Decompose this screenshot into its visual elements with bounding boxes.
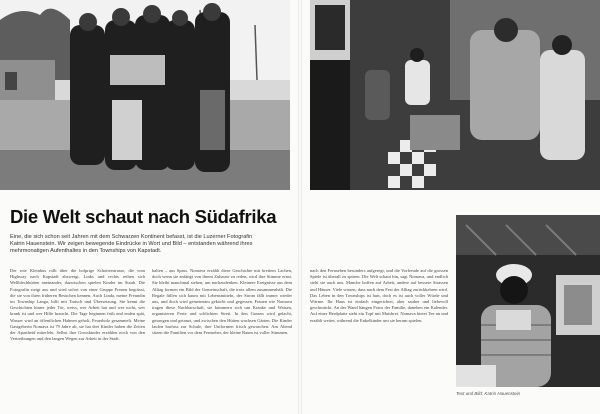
article-lead	[10, 234, 295, 256]
body-text: Der rote Kleinbus rollt über die holprige Schotterstrasse, die vom Highway nach Kapstadt abzweigt. Links und rechts reihen sich Wellblechhütten aneinander, dazwischen spielen Kinder im Staub. Die Fotografin steigt aus und wird sofort von einer Gruppe Frauen begrüsst, die sie von ihren früheren Besuchen kennen. Auch Linda, meine Freundin im Township Langa, hilft mit Tratsch und Übersetzung. Sie kennt die Geschichten hinter jeder Tür, weiss, wer Arbeit hat und wer nicht, wer krank ist und wer Hilfe braucht. Die Tage beginnen früh und enden spät, Wasser wird an öffentlichen Hahnen geholt, Feuerholz gesammelt. Meine Gastgeberin Nomava ist 79 Jahre alt, sie hat drei Kinder haben die Zeiten der Apartheid miterlebt. Selbst ihre Grosskinder erzählen noch von den Vertreibungen und den langen Wegen zur Arbeit in der Stadt.	[10, 268, 145, 342]
article-headline: Die Welt schaut nach Südafrika	[10, 206, 277, 227]
body-column-2	[152, 268, 292, 414]
body-column-3	[310, 268, 448, 388]
body-text: halten – aus Spass. Nomava erzählt diese Geschichte mit breitem Lachen, doch wenn sie anfängt von ihrem Zuhause zu reden, wird ihre Stimme ernst. Sie bleibt manchmal stehen, um nachzudenken. Kleinere Ereignisse aus dem Alltag formen ein Bild der Gemeinschaft, die trotz allem zusammenhält. Die Regale füllen sich kaum mit Lebensmitteln, der Strom fällt immer wieder aus, und doch wird gemeinsam gekocht und gegessen. Frauen wie Nomava tragen diese Nachbarschaft, sie kümmern sich um Kranke und Waisen, organisieren Feste und schlichten Streit. In den Gassen wird gelacht, gesungen und getanzt, und zwischen den Hütten wachsen Gärten. Die Kinder laufen barfuss zur Schule, ihre Uniformen frisch gewaschen. Am Abend sitzen die Familien vor dem Fernseher, der kleine Raum ist voller Stimmen.	[152, 268, 292, 336]
photo-elderly-woman	[456, 215, 600, 387]
photo-family-interior	[310, 0, 600, 190]
photo-women-group	[0, 0, 290, 190]
page-gutter	[298, 0, 302, 414]
body-text: nach den Fernsehen besonders aufgeregt, und die Vorfreude auf die grossen Spiele ist überall zu spüren. Die Welt schaut hin, sagt Nomava, und endlich sieht sie auch uns. Manche hoffen auf Arbeit, andere auf bessere Strassen und Häuser. Viele wissen, dass nach dem Fest der Alltag zurückkehren wird. Das Leben in den Townships ist hart, doch es ist auch voller Würde und Wärme. Ihr Haus ist einfach eingerichtet, aber sauber und liebevoll geschmückt. An der Wand hängen Fotos der Familie, daneben ein Kalender. Auf einer Herdplatte steht ein Topf mit Maisbrei. Nomava bietet Tee an und erzählt weiter, während die Enkelkinder um sie herum spielen.	[310, 268, 448, 323]
photo-credit: Text und Bild: Katrin Hauenstein	[456, 391, 521, 396]
lead-line: Eine, die sich schon seit Jahren mit dem Schwarzen Kontinent befasst, ist die Luzerner Fotografin	[10, 234, 253, 240]
lead-line: Katrin Hauenstein. Wir zeigen bewegende Eindrücke in Wort und Bild – entstanden während ihres	[10, 241, 253, 248]
body-column-1	[10, 268, 145, 414]
lead-line: mehrmonatigen Aufenthaltes in den Townships von Kapstadt.	[10, 248, 162, 255]
